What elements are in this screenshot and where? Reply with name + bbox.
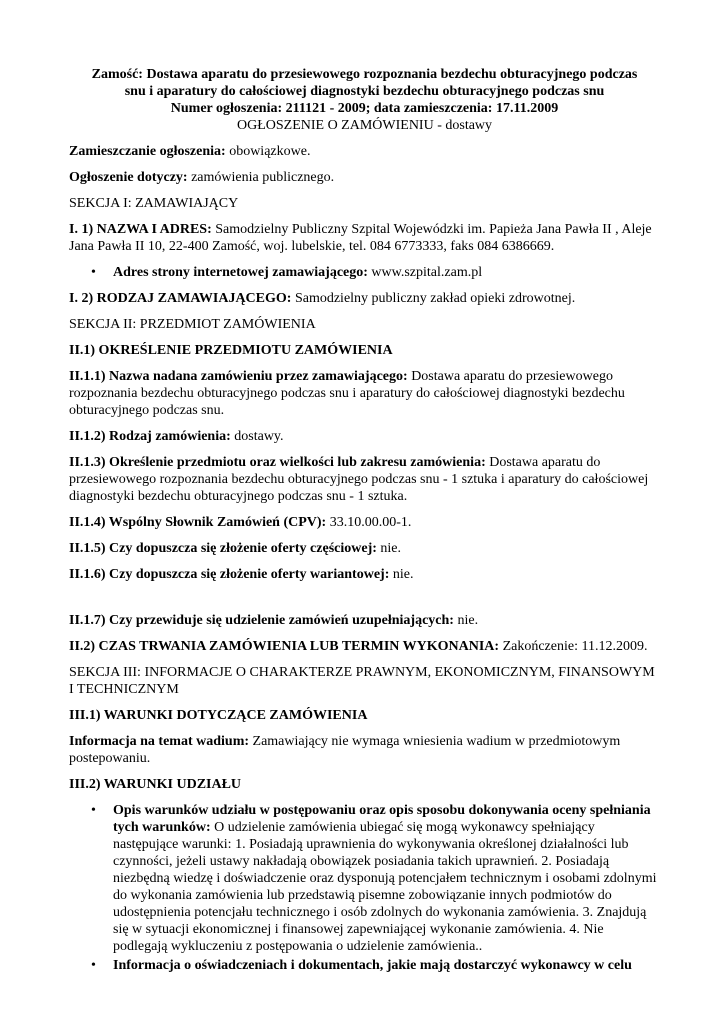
section-3-heading: SEKCJA III: INFORMACJE O CHARAKTERZE PRAWNYM, EKONOMICZNYM, FINANSOWYM I TECHNICZNYM — [69, 665, 655, 697]
participation-conditions-heading — [69, 776, 660, 793]
announcement-concerns — [69, 169, 660, 186]
value: nie. — [453, 613, 479, 628]
bullet-icon: • — [91, 265, 96, 280]
value: Samodzielny publiczny zakład opieki zdrowotnej. — [291, 291, 576, 306]
label: II.1.7) Czy przewiduje się udzielenie zamówień uzupełniających: — [69, 613, 454, 628]
value: O udzielenie zamówienia ubiegać się mogą wykonawcy spełniający następujące warunki: 1. Posiadają uprawnienia do wykonywania określonej działalności lub czynności, jeżeli ustawy nakładają obowiązek posiadania takich uprawnień. 2. Posiadają niezbędną wiedzę i doświadczenie oraz dysponują potencjałem technicznym i osobami zdolnymi do wykonania zamówienia lub przedstawią pisemne zobowiązanie innych podmiotów do udostępnienia potencjału technicznego i osób zdolnych do wykonania zamówienia. 3. Znajdują się w sytuacji ekonomicznej i finansowej zapewniającej wykonanie zamówienia. 4. Nie podlegają wykluczeniu z postępowania o udzielenie zamówienia.. — [113, 820, 657, 954]
value: Dostawa aparatu do przesiewowego rozpoznania bezdechu obturacyjnego podczas snu - 1 sztuka i aparatury do całościowej diagnostyki bezdechu obturacyjnego podczas snu - 1 sztuka. — [69, 455, 649, 504]
partial-offer — [69, 540, 660, 557]
announcement-number: Numer ogłoszenia: 211121 - 2009; data zamieszczenia: 17.11.2009 — [170, 101, 559, 116]
label: II.1.4) Wspólny Słownik Zamówień (CPV): — [69, 515, 327, 530]
label: II.1.3) Określenie przedmiotu oraz wielkości lub zakresu zamówienia: — [69, 455, 486, 470]
contract-scope — [69, 454, 660, 505]
document-header — [69, 66, 660, 134]
section-2-heading: SEKCJA II: PRZEDMIOT ZAMÓWIENIA — [69, 317, 316, 332]
supplementary-orders — [69, 612, 660, 629]
label: Informacja o oświadczeniach i dokumentach, jakie mają dostarczyć wykonawcy w celu — [113, 958, 632, 973]
label: II.1.6) Czy dopuszcza się złożenie oferty wariantowej: — [69, 567, 390, 582]
value: nie. — [389, 567, 414, 582]
participation-list — [69, 802, 660, 974]
spacer — [69, 592, 660, 612]
label: II.1) OKREŚLENIE PRZEDMIOTU ZAMÓWIENIA — [69, 343, 393, 358]
label: II.2) CZAS TRWANIA ZAMÓWIENIA LUB TERMIN WYKONANIA: — [69, 639, 500, 654]
list-item — [69, 802, 660, 955]
label: II.1.1) Nazwa nadana zamówieniu przez zamawiającego: — [69, 369, 408, 384]
cpv-code — [69, 514, 660, 531]
contracting-type — [69, 290, 660, 307]
contract-type — [69, 428, 660, 445]
name-and-address — [69, 221, 660, 255]
label: Ogłoszenie dotyczy: — [69, 170, 188, 185]
bullet-icon: • — [91, 958, 96, 973]
duration — [69, 638, 660, 655]
website-link[interactable]: www.szpital.zam.pl — [367, 265, 483, 280]
label: Adres strony internetowej zamawiającego: — [113, 265, 368, 280]
announcement-type: OGŁOSZENIE O ZAMÓWIENIU - dostawy — [236, 118, 493, 133]
value: Zakończenie: 11.12.2009. — [499, 639, 648, 654]
value: nie. — [376, 541, 402, 556]
subject-definition-heading — [69, 342, 660, 359]
label: Informacja na temat wadium: — [69, 734, 250, 749]
contract-name — [69, 368, 660, 419]
value: Zamawiający nie wymaga wniesienia wadium w przedmiotowym postepowaniu. — [69, 734, 621, 766]
label: III.2) WARUNKI UDZIAŁU — [69, 777, 242, 792]
label: II.1.5) Czy dopuszcza się złożenie oferty częściowej: — [69, 541, 377, 556]
publication-obligation — [69, 143, 660, 160]
value: zamówienia publicznego. — [187, 170, 335, 185]
list-item — [69, 957, 660, 974]
value: dostawy. — [230, 429, 284, 444]
bullet-icon: • — [91, 803, 96, 818]
value: obowiązkowe. — [225, 144, 311, 159]
section-1-heading: SEKCJA I: ZAMAWIAJĄCY — [69, 196, 239, 211]
label: I. 1) NAZWA I ADRES: — [69, 222, 212, 237]
title-line-1: Zamość: Dostawa aparatu do przesiewowego rozpoznania bezdechu obturacyjnego podczas — [91, 67, 638, 82]
value: Dostawa aparatu do przesiewowego rozpoznania bezdechu obturacyjnego podczas snu i aparatury do całościowej diagnostyki bezdechu obturacyjnego podczas snu. — [69, 369, 625, 418]
value: Samodzielny Publiczny Szpital Wojewódzki im. Papieża Jana Pawła II , Aleje Jana Pawła II 10, 22-400 Zamość, woj. lubelskie, tel. 084 6773333, faks 084 6386669. — [69, 222, 652, 254]
label: III.1) WARUNKI DOTYCZĄCE ZAMÓWIENIA — [69, 708, 368, 723]
variant-offer — [69, 566, 660, 583]
deposit-info — [69, 733, 660, 767]
label: Zamieszczanie ogłoszenia: — [69, 144, 226, 159]
label: I. 2) RODZAJ ZAMAWIAJĄCEGO: — [69, 291, 292, 306]
contract-conditions-heading — [69, 707, 660, 724]
website-item — [69, 264, 660, 281]
label: II.1.2) Rodzaj zamówienia: — [69, 429, 231, 444]
value: 33.10.00.00-1. — [326, 515, 412, 530]
title-line-2: snu i aparatury do całościowej diagnostyki bezdechu obturacyjnego podczas snu — [124, 84, 605, 99]
website-list — [69, 264, 660, 281]
label: Opis warunków udziału w postępowaniu oraz opis sposobu dokonywania oceny spełniania tych warunków: — [113, 803, 651, 835]
